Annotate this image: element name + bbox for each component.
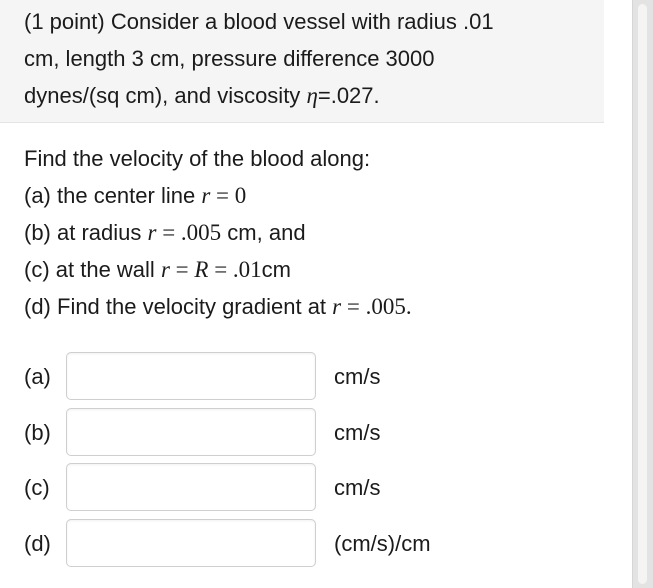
answer-unit-d: (cm/s)/cm	[334, 531, 431, 556]
answer-row-b	[24, 408, 584, 460]
answer-input-b[interactable]	[66, 408, 316, 456]
answer-unit-c: cm/s	[334, 475, 381, 500]
question-a	[24, 177, 604, 214]
problem-line-3	[24, 77, 599, 114]
question-b-var: r	[147, 220, 157, 245]
problem-statement	[24, 3, 599, 114]
question-a-eq: = 0	[210, 183, 247, 208]
question-d-var: r	[332, 294, 342, 319]
question-c-suffix: cm	[261, 257, 291, 282]
answer-row-c	[24, 463, 584, 515]
answer-row-a	[24, 352, 584, 404]
question-intro: Find the velocity of the blood along:	[24, 146, 371, 171]
problem-statement-box	[0, 0, 604, 123]
answer-unit-b: cm/s	[334, 420, 381, 445]
problem-line-2: cm, length 3 cm, pressure difference 3000	[24, 46, 435, 71]
problem-line-1: (1 point) Consider a blood vessel with radius .01	[24, 9, 494, 34]
answer-row-d	[24, 519, 584, 571]
answer-input-c[interactable]	[66, 463, 316, 511]
question-c-var-R: R	[194, 257, 209, 282]
question-b-suffix: cm, and	[221, 220, 306, 245]
answer-label-d: (d)	[24, 531, 51, 556]
vertical-scrollbar[interactable]	[632, 0, 653, 588]
question-b	[24, 214, 604, 251]
question-c-var-r: r	[160, 257, 170, 282]
problem-line-3-suffix: =.027.	[317, 83, 380, 108]
answer-label-a: (a)	[24, 364, 51, 389]
question-d-suffix: .	[405, 294, 412, 319]
answer-label-b: (b)	[24, 420, 51, 445]
answer-input-a[interactable]	[66, 352, 316, 400]
question-a-var: r	[201, 183, 211, 208]
question-c-eq2: = .01	[208, 257, 262, 282]
answer-input-d[interactable]	[66, 519, 316, 567]
answer-label-c: (c)	[24, 475, 50, 500]
question-b-eq: = .005	[156, 220, 222, 245]
question-c	[24, 251, 604, 288]
question-d	[24, 288, 604, 325]
question-d-text: (d) Find the velocity gradient at	[24, 294, 333, 319]
question-c-text: (c) at the wall	[24, 257, 161, 282]
scrollbar-thumb[interactable]	[638, 4, 647, 584]
question-b-text: (b) at radius	[24, 220, 148, 245]
question-d-eq: = .005	[341, 294, 406, 319]
answer-unit-a: cm/s	[334, 364, 381, 389]
question-a-text: (a) the center line	[24, 183, 202, 208]
question-c-eq1: =	[169, 257, 195, 282]
question-list	[24, 140, 604, 325]
problem-line-3-prefix: dynes/(sq cm), and viscosity	[24, 83, 307, 108]
eta-symbol: η	[306, 83, 318, 108]
